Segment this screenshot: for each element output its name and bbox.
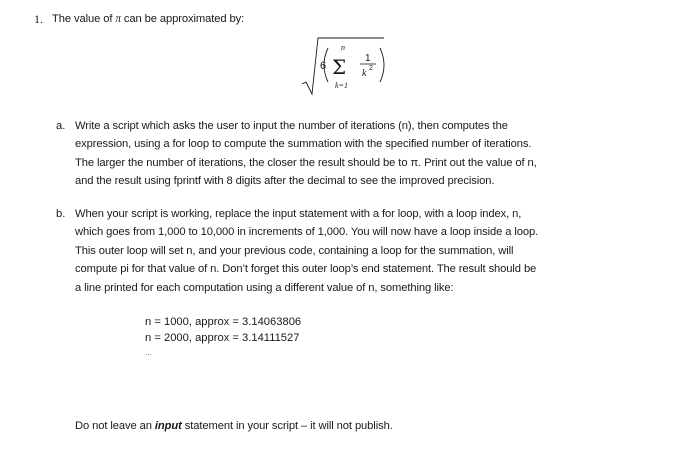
part-a-line: expression, using a for loop to compute the summation with the specified number of iterations.: [75, 138, 532, 151]
coefficient-six: 6: [320, 60, 327, 72]
numerator: 1: [365, 53, 371, 64]
right-paren: [380, 48, 384, 82]
denominator-base: k: [362, 68, 367, 79]
intro-text-after: can be approximated by:: [120, 13, 245, 25]
upper-limit: n: [341, 43, 345, 52]
part-b-line: compute pi for that value of n. Don’t forget this outer loop’s end statement. The result should be: [75, 263, 537, 276]
pi-symbol: π: [115, 13, 121, 25]
part-b-label: b.: [56, 208, 66, 220]
footer-note: [75, 419, 393, 433]
example-ellipsis: ...: [145, 348, 152, 357]
footer-text-after: statement in your script – it will not publish.: [181, 420, 393, 432]
footer-emphasis: input: [154, 420, 182, 432]
part-a-text: [75, 117, 537, 191]
lower-limit: k=1: [335, 81, 348, 90]
part-b-line: When your script is working, replace the input statement with a for loop, with a loop index, n,: [75, 208, 522, 220]
example-output-line: n = 2000, approx = 3.14111527: [145, 332, 300, 344]
part-a-line: and the result using fprintf with 8 digits after the decimal to see the improved precision.: [75, 175, 495, 188]
part-a-label: a.: [56, 120, 66, 132]
part-b-line: which goes from 1,000 to 10,000 in increments of 1,000. You will now have a loop inside a loop.: [75, 226, 539, 239]
question-number: 1.: [34, 12, 43, 26]
part-b-text: [75, 205, 538, 297]
part-b-line: This outer loop will set n, and your previous code, containing a loop for the summation, will: [75, 244, 514, 257]
denominator-exponent: 2: [369, 65, 373, 72]
question-intro: [52, 12, 244, 26]
sigma-symbol: Σ: [332, 55, 347, 79]
footer-text-before: Do not leave an: [75, 420, 155, 432]
example-output-line: n = 1000, approx = 3.14063806: [145, 316, 302, 328]
part-b-line: a line printed for each computation using a different value of n, something like:: [75, 281, 454, 294]
part-a-line: Write a script which asks the user to input the number of iterations (n), then computes the: [75, 120, 508, 132]
intro-text-before: The value of: [52, 13, 116, 25]
pi-approximation-formula: [300, 36, 390, 98]
part-a-line: The larger the number of iterations, the closer the result should be to π. Print out the value of n,: [75, 156, 537, 169]
